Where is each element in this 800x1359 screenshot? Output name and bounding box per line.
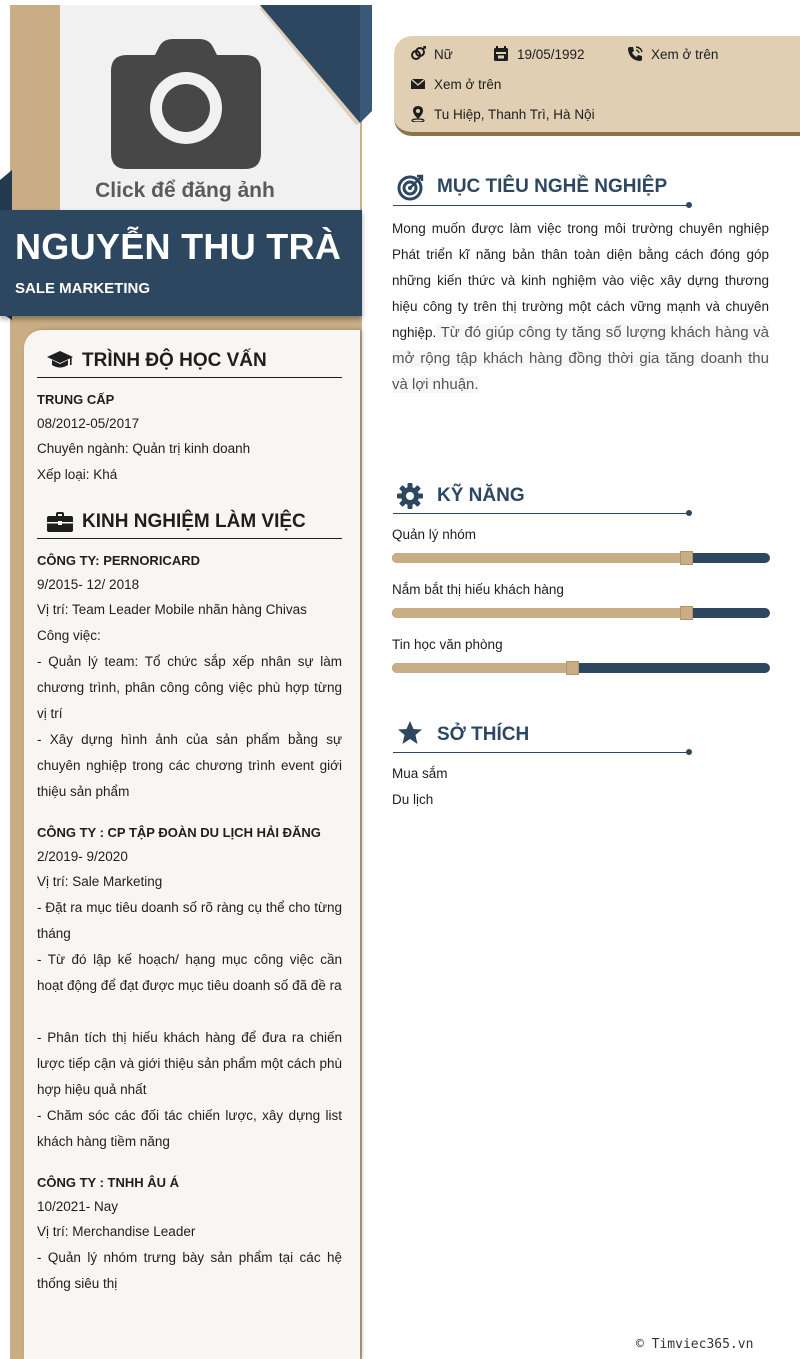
photo-upload-label: Click để đăng ảnh — [95, 179, 275, 202]
objective-divider-dot — [686, 202, 692, 208]
skill-bar-fill — [392, 553, 687, 563]
skills-divider — [393, 513, 689, 514]
skill-name: Nắm bắt thị hiếu khách hàng — [392, 582, 564, 597]
gender-value: Nữ — [434, 46, 453, 62]
job-period: 9/2015- 12/ 2018 — [37, 577, 140, 592]
phone-icon — [627, 46, 643, 62]
email-info — [410, 76, 501, 92]
job-duty: - Đặt ra mục tiêu doanh số rõ ràng cụ thể cho từng tháng — [37, 900, 342, 941]
hobbies-divider — [393, 752, 689, 753]
graduation-cap-icon — [47, 350, 73, 370]
birthday-value: 19/05/1992 — [517, 46, 585, 62]
job-period: 10/2021- Nay — [37, 1199, 119, 1214]
candidate-role: SALE MARKETING — [15, 280, 150, 297]
hobbies-title: SỞ THÍCH — [437, 724, 530, 745]
address-info — [410, 106, 595, 122]
watermark: © Timviec365.vn — [636, 1337, 754, 1352]
camera-icon — [111, 39, 261, 169]
birthday-info — [493, 46, 585, 62]
skill-bar — [392, 553, 770, 563]
gender-info — [410, 46, 453, 62]
experience-heading — [37, 503, 342, 539]
education-heading — [37, 342, 342, 378]
gender-icon — [410, 46, 426, 62]
gear-icon — [397, 483, 423, 509]
objective-text-soft: Từ đó giúp công ty tăng số lượng khách hàng và mở rộng tập khách hàng đồng thời gia tăng doanh thu và lợi nhuận. — [392, 324, 769, 393]
skill-bar-knob — [680, 551, 693, 565]
education-level: TRUNG CẤP — [37, 392, 115, 407]
email-value: Xem ở trên — [434, 76, 502, 92]
objective-title: MỤC TIÊU NGHỀ NGHIỆP — [437, 176, 668, 197]
skills-title: KỸ NĂNG — [437, 485, 525, 506]
job-duty: - Phân tích thị hiếu khách hàng để đưa ra chiến lược tiếp cận và giới thiệu sản phẩm một cách phù hợp hiệu quả nhất — [37, 1030, 342, 1097]
skill-name: Tin học văn phòng — [392, 637, 503, 652]
education-grade: Xếp loại: Khá — [37, 467, 118, 482]
experience-title: KINH NGHIỆM LÀM VIỆC — [82, 511, 306, 532]
hobby-item: Du lịch — [392, 792, 434, 807]
address-value: Tu Hiệp, Thanh Trì, Hà Nội — [434, 106, 595, 122]
skill-bar-knob — [680, 606, 693, 620]
job-position: Vị trí: Merchandise Leader — [37, 1224, 196, 1239]
education-title: TRÌNH ĐỘ HỌC VẤN — [82, 350, 267, 371]
target-icon — [397, 174, 424, 201]
location-pin-icon — [410, 106, 426, 122]
job-company: CÔNG TY : CP TẬP ĐOÀN DU LỊCH HẢI ĐĂNG — [37, 825, 321, 840]
objective-divider — [393, 205, 689, 206]
job-period: 2/2019- 9/2020 — [37, 849, 128, 864]
job-position: Vị trí: Team Leader Mobile nhãn hàng Chivas — [37, 602, 307, 617]
calendar-icon — [493, 46, 509, 62]
hobby-item: Mua sắm — [392, 766, 448, 781]
objective-text-main: Mong muốn được làm việc trong môi trường chuyên nghiệp Phát triển kĩ năng bản thân toàn diện bằng cách đóng góp những kiến thức và kinh nghiệm vào việc xây dựng thương hiệu công ty trên thị trường một cách vững mạnh và chuyên nghiệp. — [392, 221, 769, 340]
job-duty: - Quản lý team: Tổ chức sắp xếp nhân sự làm chương trình, phân công công việc phù hợp từng vị trí — [37, 654, 342, 721]
education-major: Chuyên ngành: Quản trị kinh doanh — [37, 441, 251, 456]
skill-bar — [392, 663, 770, 673]
hobbies-divider-dot — [686, 749, 692, 755]
job-duty: - Từ đó lập kế hoạch/ hạng mục công việc cần hoạt động để đạt được mục tiêu doanh số đã đề ra — [37, 952, 342, 993]
phone-info — [627, 46, 718, 62]
star-icon — [397, 720, 423, 746]
job-company: CÔNG TY : TNHH ÂU Á — [37, 1175, 180, 1190]
briefcase-icon — [47, 511, 73, 533]
mail-icon — [410, 76, 426, 92]
skill-bar-fill — [392, 608, 687, 618]
job-duty: - Quản lý nhóm trưng bày sản phẩm tại các hệ thống siêu thị — [37, 1250, 342, 1291]
job-duty: - Chăm sóc các đối tác chiến lược, xây dựng list khách hàng tiềm năng — [37, 1108, 342, 1149]
objective-text — [392, 216, 769, 398]
corner-ribbon — [260, 5, 372, 125]
job-position: Vị trí: Sale Marketing — [37, 874, 163, 889]
job-duty: - Xây dựng hình ảnh của sản phẩm bằng sự chuyên nghiệp trong các chương trình event giới thiệu sản phẩm — [37, 732, 342, 799]
education-period: 08/2012-05/2017 — [37, 416, 140, 431]
job-duties-label: Công việc: — [37, 628, 101, 643]
candidate-name: NGUYỄN THU TRÀ — [15, 226, 342, 267]
skill-bar-knob — [566, 661, 579, 675]
skill-bar-fill — [392, 663, 573, 673]
skill-bar — [392, 608, 770, 618]
job-company: CÔNG TY: PERNORICARD — [37, 553, 200, 568]
phone-value: Xem ở trên — [651, 46, 719, 62]
skill-name: Quản lý nhóm — [392, 527, 477, 542]
skills-divider-dot — [686, 510, 692, 516]
